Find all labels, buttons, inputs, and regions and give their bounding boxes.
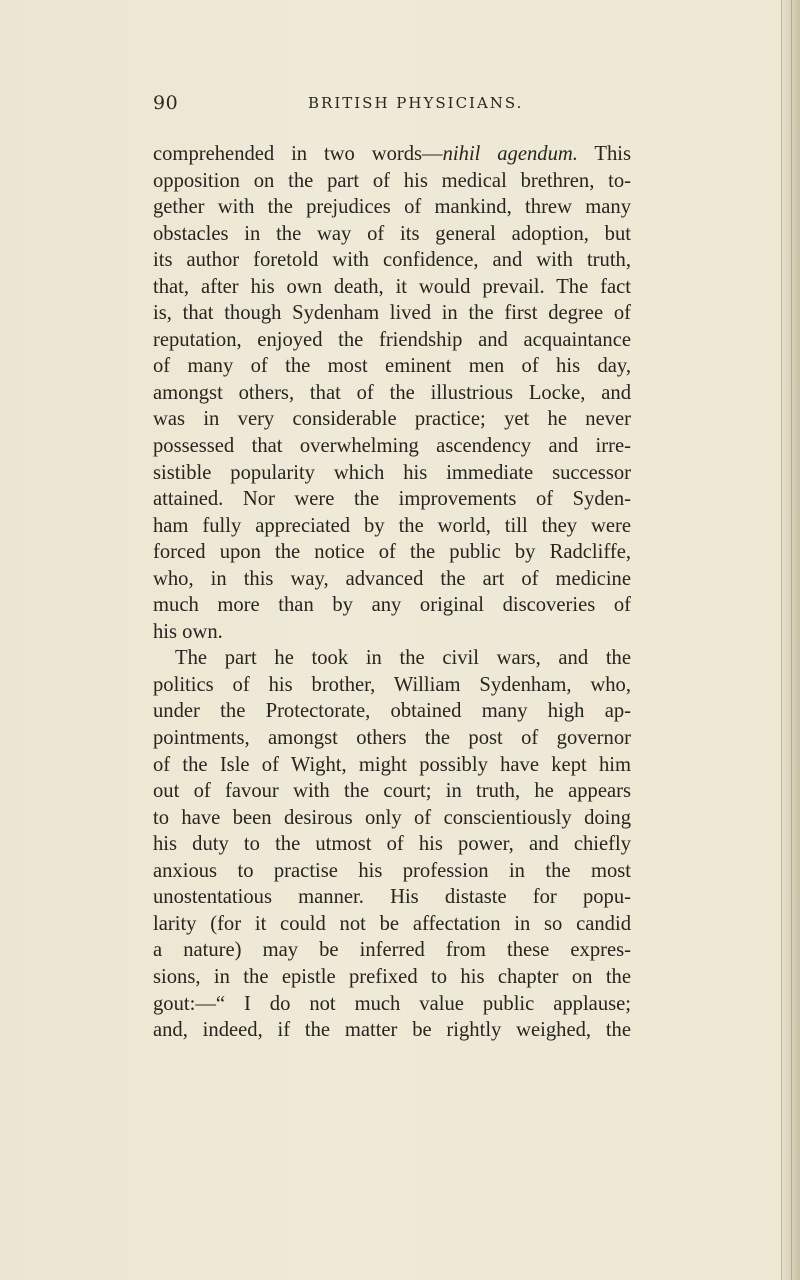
- text-line: forced upon the notice of the public by Radcliffe,: [153, 541, 631, 564]
- text-line: his duty to the utmost of his power, and chiefly: [153, 833, 631, 856]
- text-line: is, that though Sydenham lived in the first degree of: [153, 302, 631, 325]
- text-line: reputation, enjoyed the friendship and acquaintance: [153, 328, 631, 351]
- text-line: a nature) may be inferred from these expres-: [153, 939, 631, 962]
- text-line: gether with the prejudices of mankind, threw many: [153, 196, 631, 219]
- text-line: and, indeed, if the matter be rightly weighed, the: [153, 1019, 631, 1042]
- page-header: [153, 92, 623, 122]
- text-line: possessed that overwhelming ascendency and irre-: [153, 435, 631, 458]
- page-number: 90: [153, 92, 179, 114]
- text-line: out of favour with the court; in truth, he appears: [153, 780, 631, 803]
- text-segment: This: [577, 143, 631, 165]
- text-line: who, in this way, advanced the art of medicine: [153, 567, 631, 590]
- italic-phrase: nihil agendum.: [442, 143, 578, 165]
- paragraph-end-line: his own.: [153, 620, 223, 643]
- text-line: of many of the most eminent men of his day,: [153, 355, 631, 378]
- text-line: much more than by any original discoveries of: [153, 594, 631, 617]
- text-line: that, after his own death, it would prevail. The fact: [153, 275, 631, 298]
- text-line: to have been desirous only of conscientiously doing: [153, 806, 631, 829]
- text-line: obstacles in the way of its general adoption, but: [153, 222, 631, 245]
- text-line: sistible popularity which his immediate successor: [153, 461, 631, 484]
- text-line: amongst others, that of the illustrious Locke, and: [153, 381, 631, 404]
- text-line: attained. Nor were the improvements of Syden-: [153, 488, 631, 511]
- text-line: sions, in the epistle prefixed to his chapter on the: [153, 965, 631, 988]
- text-line: larity (for it could not be affectation in so candid: [153, 912, 631, 935]
- running-head: BRITISH PHYSICIANS.: [308, 94, 524, 112]
- text-line: [153, 141, 631, 168]
- text-line: ham fully appreciated by the world, till they were: [153, 514, 631, 537]
- text-line: its author foretold with confidence, and with truth,: [153, 249, 631, 272]
- text-line: under the Protectorate, obtained many high ap-: [153, 700, 631, 723]
- body-text: [153, 141, 631, 1044]
- page-edge-line: [791, 0, 792, 1280]
- text-segment: comprehended in two words—: [153, 143, 443, 165]
- text-line: politics of his brother, William Sydenham, who,: [153, 673, 631, 696]
- text-line: pointments, amongst others the post of governor: [153, 727, 631, 750]
- text-line: opposition on the part of his medical brethren, to-: [153, 169, 631, 192]
- text-line: was in very considerable practice; yet he never: [153, 408, 631, 431]
- text-line: anxious to practise his profession in the most: [153, 859, 631, 882]
- paragraph-start-line: The part he took in the civil wars, and the: [175, 647, 631, 670]
- text-line: unostentatious manner. His distaste for popu-: [153, 886, 631, 909]
- text-line: gout:—“ I do not much value public applause;: [153, 992, 631, 1015]
- text-line: of the Isle of Wight, might possibly have kept him: [153, 753, 631, 776]
